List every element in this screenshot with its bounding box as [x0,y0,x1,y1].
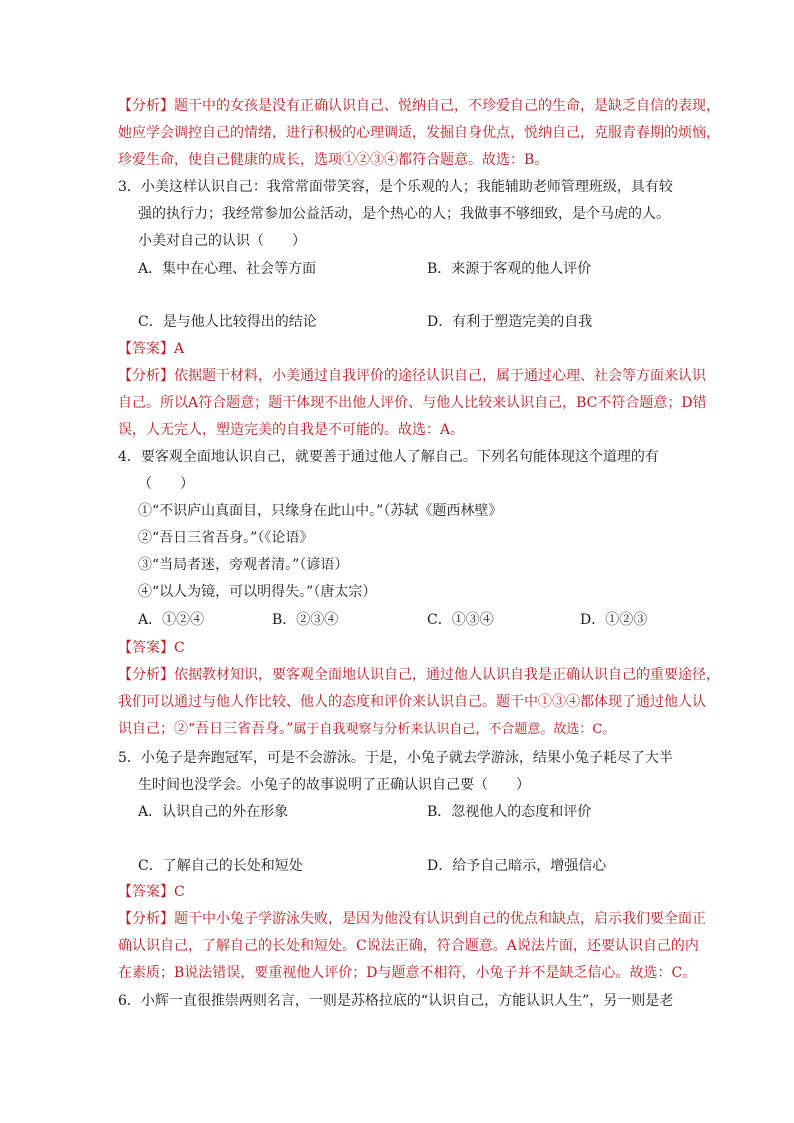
analysis-tag: 【分析】 [118,368,174,384]
analysis-line: 识自己；②“吾日三省吾身。”属于自我观察与分析来认识自己，不合题意。故选：C。 [118,721,616,737]
question-3-stem: 强的执行力；我经常参加公益活动，是个热心的人；我做事不够细致，是个马虎的人。 [138,206,670,222]
option-d: D．有利于塑造完美的自我 [427,314,593,330]
analysis-line: 【分析】题干中小兔子学游泳失败，是因为他没有认识到自己的优点和缺点，启示我们要全面正 [118,911,706,927]
answer-value: C [174,640,185,656]
answer-value: C [174,884,185,900]
quote-item-3: ③“当局者迷，旁观者清。”（谚语） [138,557,349,573]
question-4-stem: 4．要客观全面地认识自己，就要善于通过他人了解自己。下列名句能体现这个道理的有 [118,449,659,465]
analysis-line: 确认识自己，了解自己的长处和短处。C说法正确，符合题意。A说法片面，还要认识自己的内 [118,938,699,954]
analysis-line: 在素质；B说法错误，要重视他人评价；D与题意不相符，小兔子并不是缺乏信心。故选：C。 [118,965,697,981]
option-b: B．忽视他人的态度和评价 [427,804,592,820]
question-5-stem: 生时间也没学会。小兔子的故事说明了正确认识自己要（ ） [138,777,530,793]
question-3-prompt: 小美对自己的认识（ ） [138,233,306,249]
analysis-tag: 【分析】 [118,667,174,683]
question-4-paren: （ ） [138,476,194,492]
option-d: D．①②③ [580,612,648,628]
quote-item-1: ①“不识庐山真面目，只缘身在此山中。”（苏轼《题西林壁》 [138,503,503,519]
analysis-line: 自己。所以A符合题意；题干体现不出他人评价、与他人比较来认识自己，BC不符合题意；D错 [118,395,707,411]
question-3-stem: 3．小美这样认识自己：我常常面带笑容，是个乐观的人；我能辅助老师管理班级，具有较 [118,179,673,195]
question-5-stem: 5．小兔子是奔跑冠军，可是不会游泳。于是，小兔子就去学游泳，结果小兔子耗尽了大半 [118,750,673,766]
quote-item-4: ④“以人为镜，可以明得失。”（唐太宗） [138,584,377,600]
option-c: C．了解自己的长处和短处 [138,858,303,874]
option-a: A．认识自己的外在形象 [138,804,289,820]
answer-tag: 【答案】 [118,341,174,357]
option-b: B．来源于客观的他人评价 [427,261,592,277]
analysis-line: 【分析】依据题干材料，小美通过自我评价的途径认识自己，属于通过心理、社会等方面来认识 [118,368,706,384]
analysis-line: 珍爱生命，使自己健康的成长，选项①②③④都符合题意。故选：B。 [118,152,549,168]
option-a: A．集中在心理、社会等方面 [138,261,317,277]
option-b: B．②③④ [272,612,339,628]
analysis-line: 【分析】依据教材知识，要客观全面地认识自己，通过他人认识自我是正确认识自己的重要途径， [118,667,720,683]
answer-tag: 【答案】 [118,640,174,656]
answer-tag: 【答案】 [118,884,174,900]
answer-line [118,339,184,359]
quote-item-2: ②“吾日三省吾身。”（《论语》 [138,530,314,546]
analysis-tag: 【分析】 [118,911,174,927]
question-6-stem: 6．小辉一直很推崇两则名言，一则是苏格拉底的“认识自己，方能认识人生”，另一则是老 [118,993,674,1009]
analysis-line: 误，人无完人，塑造完美的自我是不可能的。故选：A。 [118,422,465,438]
analysis-line: 我们可以通过与他人作比较、他人的态度和评价来认识自己。题干中①③④都体现了通过他人认 [118,694,706,710]
answer-line [118,638,185,658]
answer-line [118,882,185,902]
analysis-line: 【分析】题干中的女孩是没有正确认识自己、悦纳自己，不珍爱自己的生命，是缺乏自信的表现， [118,98,720,114]
option-d: D．给予自己暗示，增强信心 [427,858,607,874]
analysis-tag: 【分析】 [118,98,174,114]
answer-value: A [174,341,185,357]
option-c: C．是与他人比较得出的结论 [138,314,317,330]
option-c: C．①③④ [427,612,494,628]
option-a: A．①②④ [138,612,205,628]
analysis-line: 她应学会调控自己的情绪，进行积极的心理调适，发掘自身优点，悦纳自己，克服青春期的烦恼， [118,125,720,141]
